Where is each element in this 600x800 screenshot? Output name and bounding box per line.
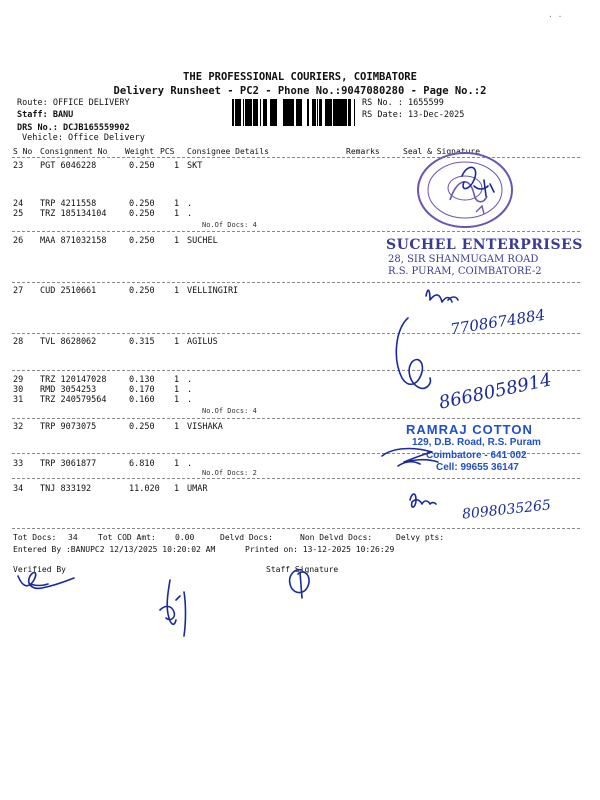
- signature: [160, 580, 186, 636]
- row-pcs: 1: [174, 395, 180, 405]
- barcode-bar: [237, 99, 240, 126]
- ramraj-stamp-line1: 129, D.B. Road, R.S. Puram: [412, 437, 541, 448]
- row-weight: 0.250: [129, 236, 155, 246]
- runsheet-subtitle: Delivery Runsheet - PC2 - Phone No.:9047080280 - Page No.:2: [113, 85, 487, 97]
- barcode-bar: [271, 99, 272, 126]
- row-consignment-no: MAA 871032158: [40, 236, 107, 246]
- row-consignee: .: [187, 395, 193, 405]
- barcode-bar: [253, 99, 254, 126]
- tot-docs-label: Tot Docs:: [13, 533, 57, 542]
- row-weight: 11.020: [129, 484, 160, 494]
- ramraj-stamp-name: RAMRAJ COTTON: [406, 422, 533, 437]
- row-divider: [12, 282, 580, 283]
- row-consignee: SUCHEL: [187, 236, 218, 246]
- row-sno: 30: [13, 385, 24, 395]
- row-weight: 6.810: [129, 459, 155, 469]
- barcode-bar: [265, 99, 266, 126]
- barcode-bar: [298, 99, 301, 126]
- barcode-bar: [338, 99, 341, 126]
- barcode-bar: [247, 99, 249, 126]
- drs-label: DRS No.: DCJB165559902: [17, 123, 130, 133]
- row-sno: 34: [13, 484, 24, 494]
- barcode-bar: [331, 99, 332, 126]
- barcode-bar: [287, 99, 290, 126]
- row-divider: [12, 370, 580, 371]
- row-weight: 0.170: [129, 385, 155, 395]
- row-consignee: .: [187, 375, 193, 385]
- row-consignee: VELLINGIRI: [187, 286, 239, 296]
- row-weight: 0.250: [129, 161, 155, 171]
- col-sno: S No: [13, 147, 33, 156]
- barcode-bar: [348, 99, 351, 126]
- row-consignment-no: PGT 6046228: [40, 161, 97, 171]
- row-weight: 0.130: [129, 375, 155, 385]
- cod-label: Tot COD Amt:: [98, 533, 156, 542]
- round-seal-stamp: [412, 148, 518, 232]
- row-weight: 0.250: [129, 199, 155, 209]
- row-sno: 33: [13, 459, 24, 469]
- handwritten-phone: 8098035265: [461, 497, 552, 523]
- barcode-bar: [245, 99, 247, 126]
- row-consignment-no: TRZ 120147028: [40, 375, 107, 385]
- barcode-bar: [334, 99, 337, 126]
- staff-signature-label: Staff Signature: [266, 565, 339, 574]
- col-consignment: Consignment No: [40, 147, 108, 156]
- row-pcs: 1: [174, 484, 180, 494]
- barcode-bar: [254, 99, 256, 126]
- row-pcs: 1: [174, 459, 180, 469]
- row-consignment-no: TRP 9073075: [40, 422, 97, 432]
- signature: [426, 290, 458, 302]
- row-sno: 28: [13, 337, 24, 347]
- row-sno: 29: [13, 375, 24, 385]
- verified-by-label: Verified By: [13, 565, 66, 574]
- rs-date: RS Date: 13-Dec-2025: [362, 110, 465, 120]
- route-label: Route: OFFICE DELIVERY: [17, 98, 130, 108]
- row-pcs: 1: [174, 422, 180, 432]
- handwritten-phone: 7708674884: [449, 305, 547, 339]
- barcode-bar: [325, 99, 328, 126]
- row-sno: 25: [13, 209, 24, 219]
- handwritten-phone: 8668058914: [437, 369, 554, 414]
- barcode-bar: [243, 99, 244, 126]
- row-consignee: SKT: [187, 161, 203, 171]
- barcode-bar: [308, 99, 309, 126]
- row-consignment-no: TRZ 185134104: [40, 209, 107, 219]
- barcode-bar: [314, 99, 315, 126]
- tot-docs-value: 34: [68, 533, 78, 542]
- row-sno: 27: [13, 286, 24, 296]
- barcode: [231, 99, 357, 126]
- entered-by: Entered By :BANUPC2 12/13/2025 10:20:02 AM: [13, 545, 216, 554]
- barcode-bar: [235, 99, 237, 126]
- docs-count: No.Of Docs: 4: [202, 407, 257, 415]
- row-pcs: 1: [174, 385, 180, 395]
- row-consignee: .: [187, 459, 193, 469]
- row-consignment-no: TVL 8628062: [40, 337, 97, 347]
- barcode-bar: [313, 99, 314, 126]
- row-consignee: UMAR: [187, 484, 208, 494]
- delvd-label: Delvd Docs:: [220, 533, 273, 542]
- barcode-bar: [266, 99, 267, 126]
- row-sno: 31: [13, 395, 24, 405]
- barcode-bar: [249, 99, 252, 126]
- barcode-bar: [337, 99, 338, 126]
- col-remarks: Remarks: [346, 147, 380, 156]
- barcode-bar: [329, 99, 331, 126]
- barcode-bar: [232, 99, 233, 126]
- row-consignee: AGILUS: [187, 337, 218, 347]
- suchel-stamp-line1: 28, SIR SHANMUGAM ROAD: [388, 254, 539, 265]
- barcode-bar: [272, 99, 274, 126]
- delvy-pts-label: Delvy pts:: [396, 533, 445, 542]
- barcode-bar: [341, 99, 344, 126]
- row-sno: 26: [13, 236, 24, 246]
- col-pcs: PCS: [160, 147, 175, 156]
- row-consignee: .: [187, 385, 193, 395]
- row-divider: [12, 478, 580, 479]
- barcode-bar: [296, 99, 298, 126]
- barcode-bar: [344, 99, 347, 126]
- row-pcs: 1: [174, 236, 180, 246]
- company-title: THE PROFESSIONAL COURIERS, COIMBATORE: [183, 71, 417, 83]
- barcode-bar: [283, 99, 285, 126]
- table-end-divider: [12, 528, 580, 529]
- row-consignee: .: [187, 209, 193, 219]
- corner-mark: · ·: [548, 12, 563, 21]
- row-consignee: .: [187, 199, 193, 209]
- barcode-bar: [354, 99, 355, 126]
- row-weight: 0.315: [129, 337, 155, 347]
- barcode-bar: [286, 99, 287, 126]
- barcode-bar: [274, 99, 275, 126]
- signature: [410, 494, 436, 507]
- col-seal-signature: Seal & Signature: [403, 147, 481, 156]
- non-delvd-label: Non Delvd Docs:: [300, 533, 373, 542]
- ramraj-stamp-line3: Cell: 99655 36147: [436, 462, 519, 473]
- row-sno: 23: [13, 161, 24, 171]
- barcode-bar: [301, 99, 302, 126]
- cod-value: 0.00: [175, 533, 195, 542]
- suchel-stamp-line2: R.S. PURAM, COIMBATORE-2: [388, 266, 542, 277]
- barcode-bar: [275, 99, 277, 126]
- signature: [18, 573, 74, 589]
- barcode-bar: [263, 99, 265, 126]
- row-weight: 0.160: [129, 395, 155, 405]
- vehicle-label: Vehicle: Office Delivery: [22, 133, 145, 143]
- barcode-bar: [312, 99, 313, 126]
- barcode-bar: [290, 99, 292, 126]
- barcode-bar: [320, 99, 321, 126]
- signature: [396, 318, 430, 388]
- barcode-bar: [333, 99, 334, 126]
- barcode-bar: [307, 99, 308, 126]
- staff-label: Staff: BANU: [17, 110, 74, 120]
- barcode-bar: [233, 99, 234, 126]
- row-pcs: 1: [174, 209, 180, 219]
- col-weight: Weight: [125, 147, 154, 156]
- row-pcs: 1: [174, 199, 180, 209]
- row-pcs: 1: [174, 375, 180, 385]
- row-divider: [12, 418, 580, 419]
- row-divider: [12, 333, 580, 334]
- barcode-bar: [315, 99, 316, 126]
- barcode-bar: [270, 99, 271, 126]
- barcode-bar: [317, 99, 318, 126]
- row-consignment-no: TRP 4211558: [40, 199, 97, 209]
- row-consignment-no: CUD 2510661: [40, 286, 97, 296]
- barcode-bar: [319, 99, 320, 126]
- row-pcs: 1: [174, 286, 180, 296]
- row-sno: 24: [13, 199, 24, 209]
- barcode-bar: [256, 99, 258, 126]
- barcode-bar: [292, 99, 294, 126]
- ramraj-stamp-line2: Coimbatore - 641 002: [426, 450, 527, 461]
- docs-count: No.Of Docs: 2: [202, 469, 257, 477]
- suchel-stamp-name: SUCHEL ENTERPRISES: [386, 237, 583, 253]
- barcode-bar: [328, 99, 329, 126]
- row-consignment-no: TRP 3061877: [40, 459, 97, 469]
- barcode-bar: [260, 99, 261, 126]
- barcode-bar: [285, 99, 286, 126]
- rs-number: RS No. : 1655599: [362, 98, 444, 108]
- row-weight: 0.250: [129, 286, 155, 296]
- barcode-bar: [240, 99, 241, 126]
- row-consignment-no: TRZ 240579564: [40, 395, 107, 405]
- row-pcs: 1: [174, 337, 180, 347]
- barcode-bar: [321, 99, 322, 126]
- row-weight: 0.250: [129, 209, 155, 219]
- row-consignment-no: RMD 3054253: [40, 385, 97, 395]
- col-consignee: Consignee Details: [187, 147, 269, 156]
- row-sno: 32: [13, 422, 24, 432]
- row-pcs: 1: [174, 161, 180, 171]
- row-weight: 0.250: [129, 422, 155, 432]
- printed-on: Printed on: 13-12-2025 10:26:29: [245, 545, 395, 554]
- docs-count: No.Of Docs: 4: [202, 221, 257, 229]
- row-consignee: VISHAKA: [187, 422, 223, 432]
- row-consignment-no: TNJ 833192: [40, 484, 92, 494]
